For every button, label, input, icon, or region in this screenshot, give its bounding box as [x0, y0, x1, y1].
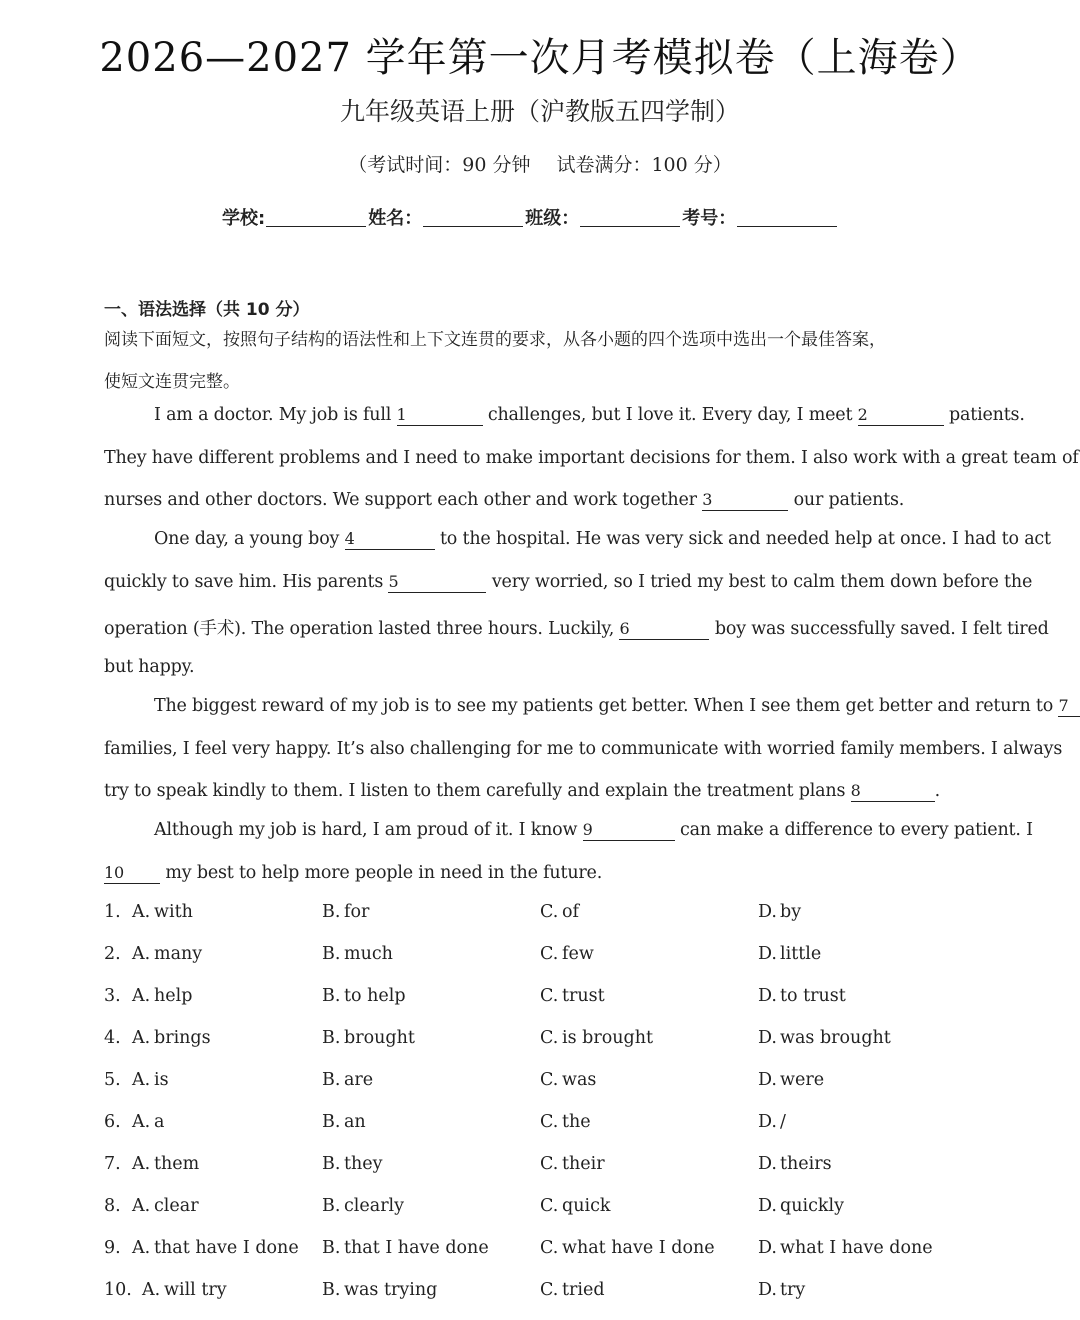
instruction-line-1: 阅读下面短文，按照句子结构的语法性和上下文连贯的要求，从各小题的四个选项中选出一个最佳答案， [104, 330, 886, 350]
class-blank[interactable] [580, 208, 680, 227]
question-row: 9. A. that have I done B. that I have done C. what have I done D. what I have done [104, 1238, 933, 1258]
option-b[interactable]: B. that I have done [322, 1238, 489, 1258]
option-c[interactable]: C. their [540, 1154, 605, 1174]
question-row: 7. A. them B. they C. their D. theirs [104, 1154, 832, 1174]
student-info-fields [222, 204, 839, 230]
option-a[interactable]: A. that have I done [132, 1238, 299, 1258]
option-d[interactable]: D. theirs [758, 1154, 832, 1174]
option-b[interactable]: B. an [322, 1112, 366, 1132]
question-row: 1. A. with B. for C. of D. by [104, 902, 802, 922]
option-b[interactable]: B. are [322, 1070, 374, 1090]
section-heading: 一、语法选择（共 10 分） [104, 300, 310, 320]
school-blank[interactable] [266, 208, 366, 227]
option-d[interactable]: D. / [758, 1112, 786, 1132]
exam-info [0, 150, 1080, 177]
option-d[interactable]: D. by [758, 902, 802, 922]
option-a[interactable]: A. will try [142, 1280, 227, 1300]
passage-line: quickly to save him. His parents 5 very worried, so I tried my best to calm them down before the [104, 572, 1033, 592]
option-c[interactable]: C. is brought [540, 1028, 654, 1048]
option-a[interactable]: A. many [132, 944, 203, 964]
blank-4[interactable]: 4 [345, 529, 435, 550]
question-row: 8. A. clear B. clearly C. quick D. quickly [104, 1196, 844, 1216]
option-c[interactable]: C. few [540, 944, 594, 964]
question-row: 3. A. help B. to help C. trust D. to trust [104, 986, 846, 1006]
passage-line: They have different problems and I need to make important decisions for them. I also work with a great team of [104, 448, 1079, 468]
option-d[interactable]: D. what I have done [758, 1238, 933, 1258]
option-b[interactable]: B. much [322, 944, 393, 964]
option-c[interactable]: C. what have I done [540, 1238, 715, 1258]
option-b[interactable]: B. to help [322, 986, 406, 1006]
passage-line: families, I feel very happy. It’s also challenging for me to communicate with worried family members. I always [104, 739, 1063, 759]
option-d[interactable]: D. little [758, 944, 822, 964]
option-c[interactable]: C. of [540, 902, 580, 922]
passage-line: 10 my best to help more people in need in the future. [104, 863, 603, 883]
blank-8[interactable]: 8 [851, 781, 935, 802]
exam-subtitle: 九年级英语上册（沪教版五四学制） [339, 97, 740, 126]
question-row: 4. A. brings B. brought C. is brought D. was brought [104, 1028, 891, 1048]
instruction-line-2: 使短文连贯完整。 [104, 372, 240, 392]
id-blank[interactable] [737, 208, 837, 227]
option-a[interactable]: A. with [132, 902, 193, 922]
option-d[interactable]: D. to trust [758, 986, 846, 1006]
option-b[interactable]: B. for [322, 902, 370, 922]
question-row: 5. A. is B. are C. was D. were [104, 1070, 825, 1090]
option-a[interactable]: A. is [132, 1070, 169, 1090]
blank-1[interactable]: 1 [397, 405, 483, 426]
passage-line: The biggest reward of my job is to see my patients get better. When I see them get better and return to 7 [154, 696, 977, 717]
question-row: 10. A. will try B. was trying C. tried D. try [104, 1280, 806, 1300]
option-c[interactable]: C. trust [540, 986, 605, 1006]
passage-line: nurses and other doctors. We support each other and work together 3 our patients. [104, 490, 905, 510]
name-blank[interactable] [423, 208, 523, 227]
question-row: 2. A. many B. much C. few D. little [104, 944, 822, 964]
option-d[interactable]: D. was brought [758, 1028, 891, 1048]
class-label: 班级： [525, 208, 580, 229]
passage-line: operation (手术). The operation lasted three hours. Luckily, 6 boy was successfully saved. I felt tired [104, 619, 1049, 639]
school-label: 学校: [222, 208, 266, 229]
exam-score: 试卷满分：100 分） [556, 154, 732, 176]
name-label: 姓名： [368, 208, 423, 229]
option-b[interactable]: B. they [322, 1154, 383, 1174]
option-c[interactable]: C. quick [540, 1196, 611, 1216]
blank-6[interactable]: 6 [619, 619, 709, 640]
option-a[interactable]: A. help [132, 986, 193, 1006]
exam-time: （考试时间：90 分钟 [348, 154, 531, 176]
passage-line: try to speak kindly to them. I listen to them carefully and explain the treatment plans 8 . [104, 781, 940, 801]
id-label: 考号： [682, 208, 737, 229]
option-c[interactable]: C. was [540, 1070, 597, 1090]
option-a[interactable]: A. clear [132, 1196, 199, 1216]
blank-7[interactable]: 7 [1058, 696, 1080, 717]
option-c[interactable]: C. the [540, 1112, 591, 1132]
option-a[interactable]: A. a [132, 1112, 165, 1132]
blank-5[interactable]: 5 [388, 572, 486, 593]
passage-line: Although my job is hard, I am proud of it. I know 9 can make a difference to every patient. I [154, 820, 1033, 840]
blank-3[interactable]: 3 [702, 490, 788, 511]
blank-2[interactable]: 2 [858, 405, 944, 426]
option-b[interactable]: B. clearly [322, 1196, 405, 1216]
blank-10[interactable]: 10 [104, 863, 160, 884]
option-d[interactable]: D. try [758, 1280, 806, 1300]
option-b[interactable]: B. brought [322, 1028, 415, 1048]
option-a[interactable]: A. them [132, 1154, 200, 1174]
option-b[interactable]: B. was trying [322, 1280, 438, 1300]
blank-9[interactable]: 9 [583, 820, 675, 841]
passage-line: but happy. [104, 657, 195, 677]
question-row: 6. A. a B. an C. the D. / [104, 1112, 786, 1132]
option-a[interactable]: A. brings [132, 1028, 211, 1048]
passage-line: I am a doctor. My job is full 1 challenges, but I love it. Every day, I meet 2 patients. [154, 405, 1025, 425]
option-c[interactable]: C. tried [540, 1280, 605, 1300]
passage-line: One day, a young boy 4 to the hospital. He was very sick and needed help at once. I had to act [154, 529, 1051, 549]
exam-title: 2026—2027 学年第一次月考模拟卷（上海卷） [99, 35, 981, 81]
option-d[interactable]: D. were [758, 1070, 825, 1090]
option-d[interactable]: D. quickly [758, 1196, 844, 1216]
